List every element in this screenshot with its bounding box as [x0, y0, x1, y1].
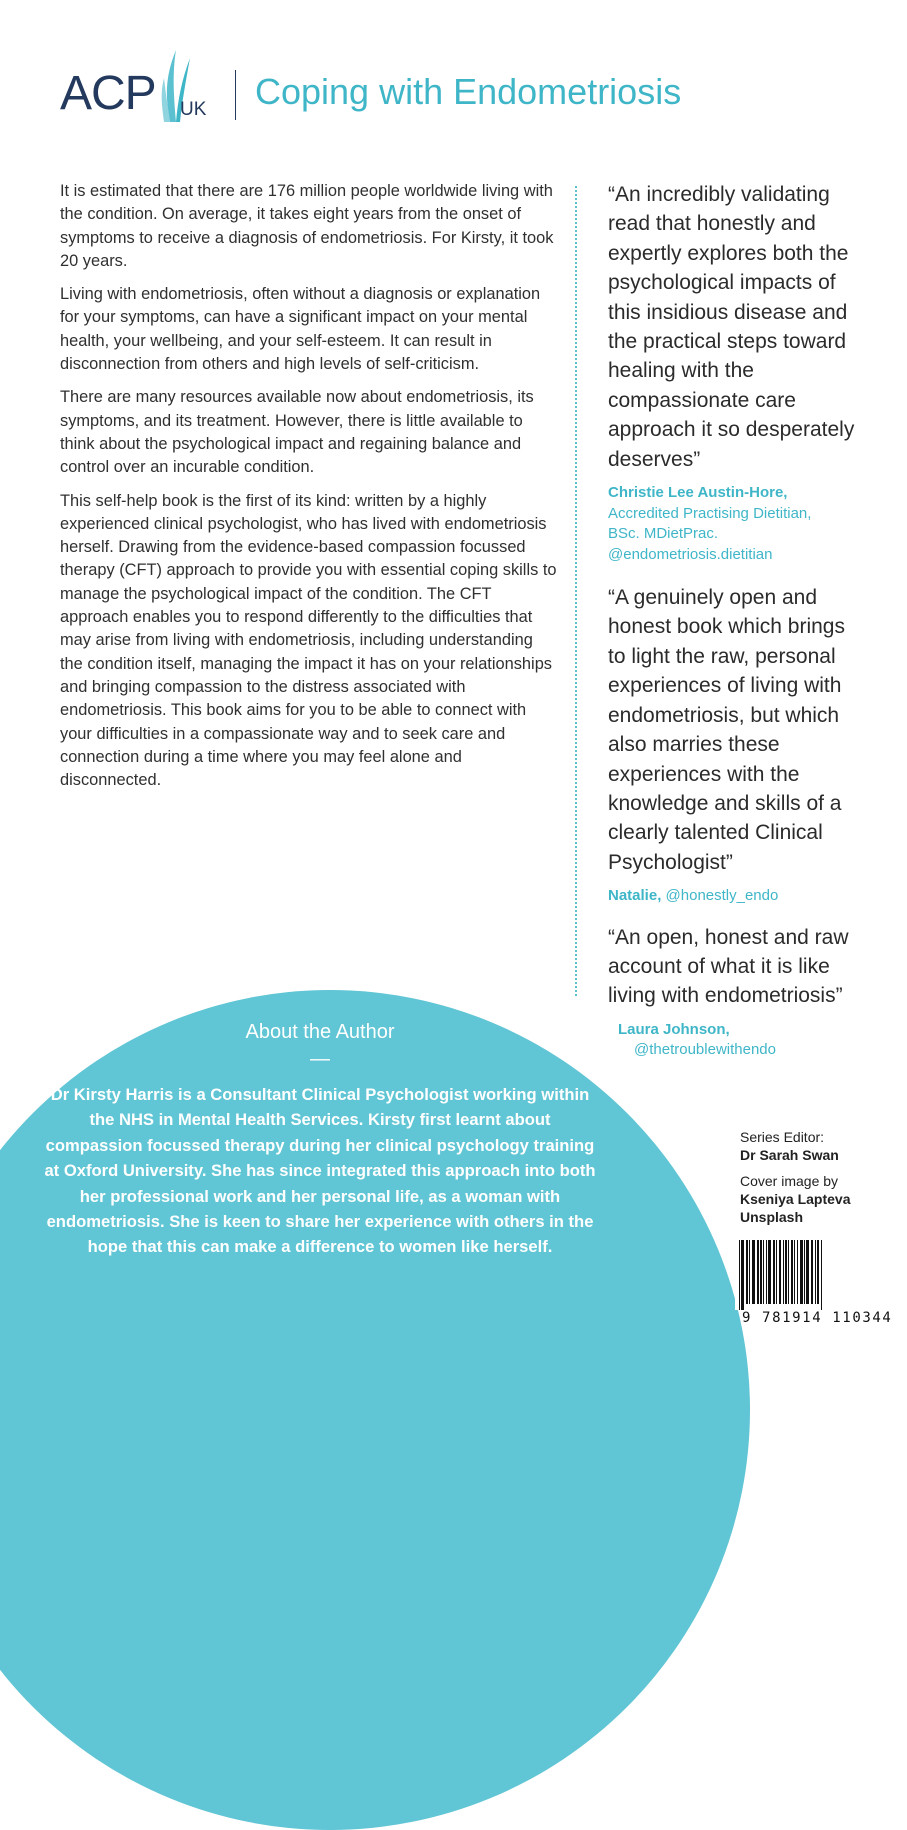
blurb-paragraph: There are many resources available now about endometriosis, its symptoms, and its treatment. However, there is little available to think about the psychological impact and regaining balance and control over an incurable condition. — [60, 388, 534, 477]
cover-credit-source: Unsplash — [740, 1209, 804, 1225]
quote-text: “An incredibly validating read that honestly and expertly explores both the psychological impacts of this insidious disease and the practical steps toward healing with the compassionate care approach it so desperately deserves” — [608, 183, 855, 471]
author-heading: About the Author — [245, 1021, 395, 1043]
quote-author: Natalie, — [608, 887, 662, 905]
blurb-paragraph: This self-help book is the first of its kind: written by a highly experienced clinical psychologist, who has lived with endometriosis herself. Drawing from the evidence-based compassion focussed therapy (CFT) approach to provide you with essential coping skills to manage the psychological impact of the condition. The CFT approach enables you to respond differently to the difficulties that may arise from living with endometriosis, including understanding the condition itself, managing the impact it has on your relationships and bringing compassion to the distress associated with endometriosis. This book aims for you to be able to connect with your difficulties in a compassionate way and to seek care and connection during a time where you may feel alone and disconnected. — [60, 491, 557, 790]
column-divider — [575, 186, 577, 996]
endorsement — [608, 583, 868, 907]
header-divider — [235, 70, 236, 120]
endorsement — [608, 180, 868, 565]
quote-author-detail: BSc. MDietPrac. — [608, 525, 719, 543]
quote-attribution — [608, 1020, 868, 1061]
quote-author: Laura Johnson, — [618, 1020, 730, 1038]
quote-author-handle: @honestly_endo — [665, 887, 779, 905]
quote-text: “An open, honest and raw account of what it is like living with endometriosis” — [608, 925, 849, 1008]
barcode-icon — [735, 1240, 897, 1310]
cover-credit-label: Cover image by — [740, 1173, 839, 1189]
quote-text: “A genuinely open and honest book which brings to light the raw, personal experiences of living with endometriosis, but which also marries these experiences with the knowledge and skills of a clearly talented Clinical Psychologist” — [608, 586, 845, 874]
quote-attribution — [608, 886, 868, 907]
header — [60, 44, 860, 134]
acp-uk-logo — [60, 44, 230, 124]
quote-attribution — [608, 483, 868, 565]
author-bio: Dr Kirsty Harris is a Consultant Clinical Psychologist working within the NHS in Mental Health Services. Kirsty first learnt about compassion focussed therapy during her clinical psychology training at Oxford University. She has since integrated this approach into both her professional work and her personal life, as a woman with endometriosis. She is keen to share her experience with others in the hope that this can make a difference to women like herself. — [44, 1085, 596, 1257]
series-editor-label: Series Editor: — [740, 1129, 825, 1145]
blurb-paragraph: Living with endometriosis, often without a diagnosis or explanation for your symptoms, can have a significant impact on your mental health, your wellbeing, and your self-esteem. It can result in disconnection from others and high levels of self-criticism. — [60, 285, 541, 374]
series-editor-name: Dr Sarah Swan — [740, 1147, 839, 1163]
book-blurb — [60, 180, 558, 802]
logo-suffix: UK — [180, 99, 207, 120]
isbn-number: 9 781914 110344 — [742, 1310, 893, 1326]
logo-wordmark: ACP — [60, 67, 156, 120]
quote-author-detail: Accredited Practising Dietitian, — [608, 504, 812, 522]
cover-credit-artist: Kseniya Lapteva — [740, 1191, 851, 1207]
author-heading-dash: — — [310, 1048, 330, 1070]
page-title: Coping with Endometriosis — [255, 71, 682, 112]
about-author — [40, 1018, 600, 1260]
credits — [740, 1128, 900, 1226]
endorsements — [608, 180, 868, 1061]
quote-author: Christie Lee Austin-Hore, — [608, 484, 788, 502]
isbn-barcode — [735, 1240, 897, 1310]
blurb-paragraph: It is estimated that there are 176 million people worldwide living with the condition. On average, it takes eight years from the onset of symptoms to receive a diagnosis of endometriosis. For Kirsty, it took 20 years. — [60, 182, 554, 270]
quote-author-handle: @endometriosis.dietitian — [608, 545, 773, 563]
quote-author-handle: @thetroublewithendo — [634, 1041, 776, 1059]
endorsement — [608, 923, 868, 1061]
